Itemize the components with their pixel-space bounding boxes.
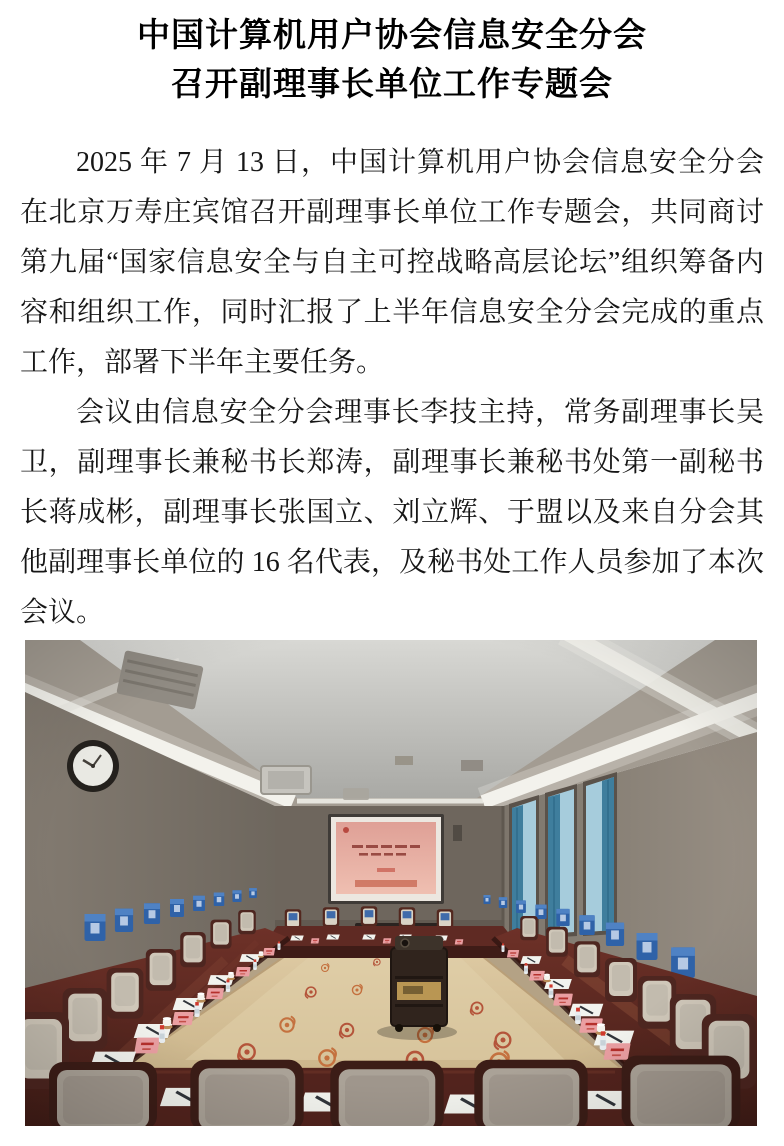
paragraph-2: 会议由信息安全分会理事长李技主持，常务副理事长吴卫，副理事长兼秘书长郑涛，副理事长兼秘书处第一副秘书长蒋成彬，副理事长张国立、刘立辉、于盟以及来自分会其他副理事长单位的 16 名代表，及秘书处工作人员参加了本次会议。: [20, 397, 764, 628]
title-line-1: 中国计算机用户协会信息安全分会: [137, 16, 647, 53]
article-body: [20, 138, 764, 638]
title-line-2: 召开副理事长单位工作专题会: [171, 65, 613, 102]
paragraph-1: 2025 年 7 月 13 日，中国计算机用户协会信息安全分会在北京万寿庄宾馆召开副理事长单位工作专题会，共同商讨第九届“国家信息安全与自主可控战略高层论坛”组织筹备内容和组织工作，同时汇报了上半年信息安全分会完成的重点工作，部署下半年主要任务。: [20, 147, 764, 378]
page-title: [0, 10, 784, 108]
meeting-room-photo: [25, 640, 757, 1126]
